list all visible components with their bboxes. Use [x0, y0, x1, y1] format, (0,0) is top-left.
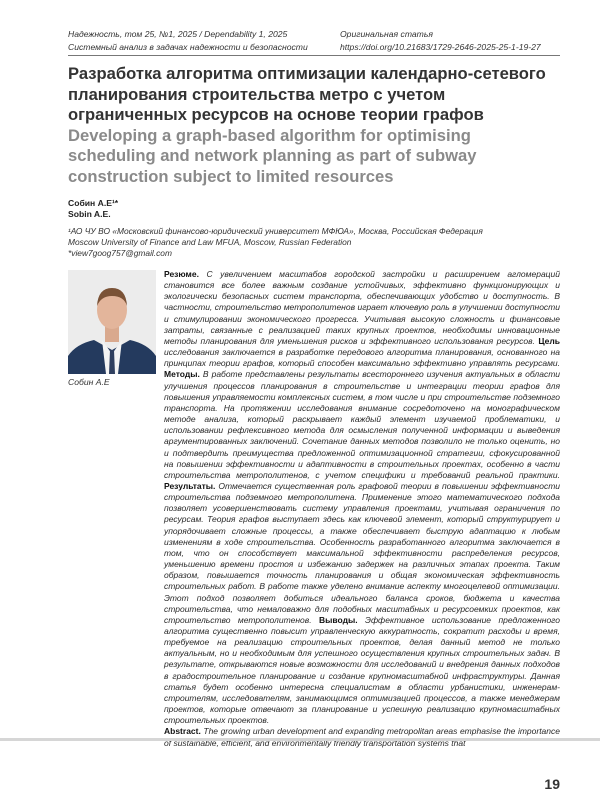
article-title: [68, 64, 560, 187]
abstract-en-text: The growing urban development and expanding metropolitan areas emphasise the importance of sustainable, efficient, and environmentally friendly transportation systems that: [164, 726, 560, 748]
article-info: [340, 28, 600, 54]
label-conclusions: Выводы.: [319, 614, 358, 625]
affiliation-ru: ¹АО ЧУ ВО «Московский финансово-юридический университет МФЮА», Москва, Российская Федерация: [68, 226, 483, 236]
results-text: Отмечается существенная роль графовой теории в повышении эффективности строительства подземного метрополитена. Применение этого математического подхода позволяет усовершенствовать систему управления проектами, учитывая ограничения по ресурсам. Теория графов выступает здесь как ключевой элемент, который структурирует и упорядочивает сложные процессы, а также обеспечивает быструю адаптацию к любым изменениям в ходе строительства. Особенность разработанного алгоритма заключается в том, что он способствует максимальной эффективности распределения ресурсов, уменьшению времени простоя и избежанию задержек на различных этапах проекта. Таким образом, повышается точность планирования и общая экономическая эффективность строительных работ. В работе также уделено внимание аспекту многоцелевой оптимизации. Этот подход позволяет добиться идеального баланса сроков, бюджета и качества строительства, что немаловажно для подобных масштабных и ресурсоемких проектов, как строительство метрополитенов.: [164, 480, 560, 625]
author-en: Sobin A.E.: [68, 209, 111, 219]
affiliation: [68, 226, 560, 260]
label-aim: Цель: [538, 335, 560, 346]
aim-text: исследования заключается в разработке передового алгоритма планирования, основанного на принципах теории графов, который способен максимально эффективно управлять ресурсами.: [164, 347, 560, 369]
author-photo: [68, 270, 156, 374]
portrait-image: [68, 270, 156, 374]
footer-rule: [0, 738, 600, 741]
summary-text: С увеличением масштабов городской застройки и расширением агломераций становится все более важным создание устойчивых, эффективно функционирующих и экологически безопасных систем транспорта, обеспечивающих удобство и доступность. В частности, строительство метрополитенов играет ключевую роль в улучшении доступности и стимулировании экономического прогресса. Учитывая высокую сложность и финансовые затраты, связанные с реализацией таких крупных проектов, необходимы инновационные методы планирования для уменьшения рисков и эффективного использования ресурсов.: [164, 269, 560, 346]
journal-section: Системный анализ в задачах надежности и безопасности: [68, 42, 308, 52]
title-english: Developing a graph-based algorithm for optimising scheduling and network planning as part of subway construction subject to limited resources: [68, 125, 477, 186]
doi-link[interactable]: https://doi.org/10.21683/1729-2646-2025-25-1-19-27: [340, 42, 541, 52]
journal-info: [68, 28, 318, 54]
abstract: [164, 269, 560, 749]
journal-issue: Надежность, том 25, №1, 2025 / Dependability 1, 2025: [68, 29, 288, 39]
label-methods: Методы.: [164, 369, 200, 380]
authors: [68, 198, 118, 220]
article-type: Оригинальная статья: [340, 29, 433, 39]
page-number: 19: [544, 776, 560, 792]
conclusions-text: Эффективное использование предложенного алгоритма существенно повысит управленческую аккуратность, сократит расходы и время, требуемое на реализацию строительных проектов, делая данный метод не только актуальным, но и необходимым для успешного осуществления крупных строительных задач. В результате, открываются новые возможности для исследований и внедрения данных подходов в градостроительное планирование и создание крупномасштабной инфраструктуры. Данная статья будет особенно интересна специалистам в области урбанистики, инженерам-строителям, исследователям, занимающимся оптимизацией процессов, а также менеджерам проектов, которые отвечают за планирование и успешную реализацию крупномасштабных строительных проектов.: [164, 614, 560, 726]
header-divider: [68, 55, 560, 56]
label-abstract-en: Abstract.: [164, 726, 201, 737]
methods-text: В работе представлены результаты всестороннего изучения актуальных в области улучшения процессов планирования в строительстве и интеграции теории графов для повышения управляемости комплексных систем, в том числе и при строительстве подземного транспорта. На протяжении исследования внимание сосредоточено на монографическом методе анализа, который раскрывает каждый элемент изучаемой проблематики, и использовании рефлексивного метода для осмысления полученной информации и выведения аргументированных заключений. Сочетание данных методов позволило не только оценить, но и подтвердить преимущества предложенной оптимизационной стратегии, сфокусированной на повышении эффективности и адаптивности в строительных проектах, особенно в части строительства метрополитенов, с учетом специфики и требований реальной практики.: [164, 369, 560, 480]
author-ru: Собин А.Е¹*: [68, 198, 119, 208]
label-summary: Резюме.: [164, 269, 199, 279]
abstract-ru: [164, 269, 560, 726]
title-russian: Разработка алгоритма оптимизации календарно-сетевого планирования строительства метро с учетом ограниченных ресурсов на основе теории графов: [68, 64, 546, 124]
photo-caption: Собин А.Е: [68, 377, 110, 387]
affiliation-en: Moscow University of Finance and Law MFUA, Moscow, Russian Federation: [68, 237, 352, 248]
author-email[interactable]: *view7goog757@gmail.com: [68, 248, 172, 259]
label-results: Результаты.: [164, 480, 216, 491]
